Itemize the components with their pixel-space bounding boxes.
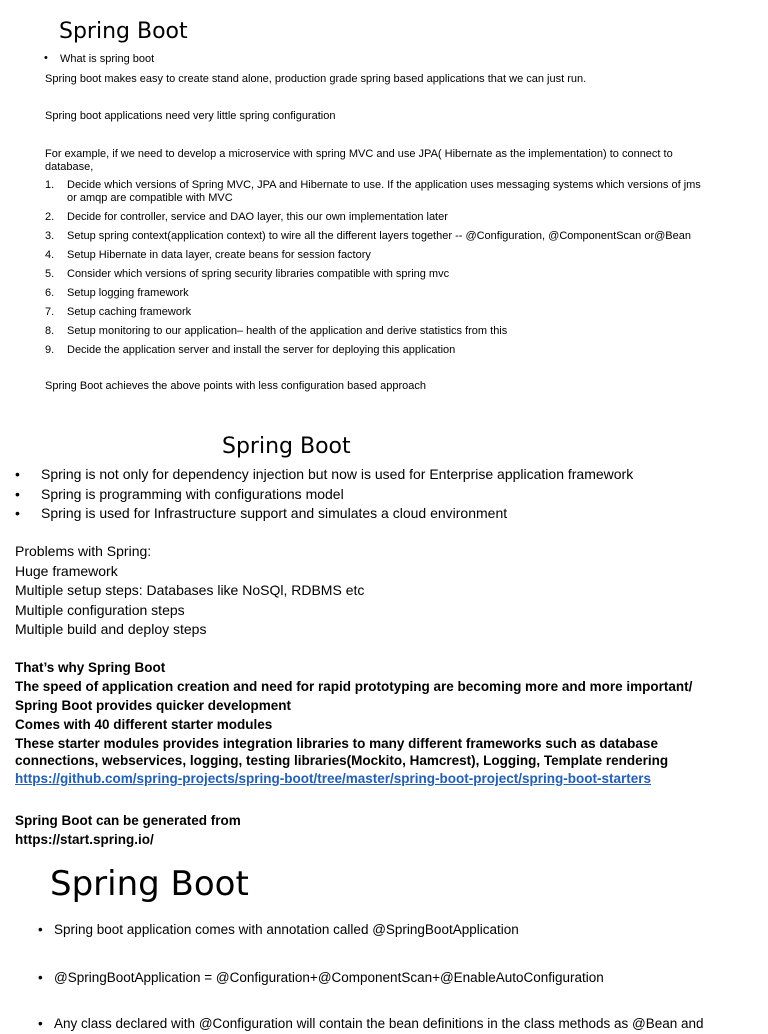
- bullet-dot: •: [15, 485, 20, 502]
- list-item: 6. Setup logging framework: [45, 287, 189, 299]
- list-item: 5. Consider which versions of spring security libraries compatible with spring mvc: [45, 268, 450, 280]
- generated-label: Spring Boot can be generated from: [15, 813, 241, 828]
- starters-link[interactable]: https://github.com/spring-projects/spring-boot/tree/master/spring-boot-project/spring-boot-starters: [15, 771, 652, 786]
- problem-item: Multiple build and deploy steps: [15, 621, 207, 637]
- list-item: 2. Decide for controller, service and DAO layer, this our own implementation later: [45, 211, 448, 223]
- slide-3-bullet: • Any class declared with @Configuration will contain the bean definitions in the class methods as @Bean and: [54, 1014, 754, 1034]
- why-heading: That’s why Spring Boot: [15, 660, 166, 675]
- slide-2-bullets: [15, 465, 761, 524]
- bullet-dot: •: [15, 466, 20, 482]
- why-item: Comes with 40 different starter modules: [15, 717, 273, 732]
- problems-heading: Problems with Spring:: [15, 543, 152, 559]
- conclusion-text: Spring Boot achieves the above points with less configuration based approach: [45, 380, 426, 392]
- list-item: 9. Decide the application server and install the server for deploying this application: [45, 344, 456, 356]
- list-item: 8. Setup monitoring to our application– health of the application and derive statistics from this: [45, 325, 508, 337]
- problems-block: [15, 542, 755, 640]
- bullet-dot: •: [38, 970, 43, 985]
- bullet-text: What is spring boot: [60, 53, 155, 65]
- why-item: The speed of application creation and need for rapid prototyping are becoming more and more important/: [15, 679, 693, 694]
- bullet-dot: •: [38, 1016, 43, 1031]
- list-item: 3. Setup spring context(application context) to wire all the different layers together -- @Configuration, @ComponentScan or@Bean: [45, 230, 691, 242]
- steps-list: [45, 179, 707, 363]
- slide-1-title: Spring Boot: [59, 19, 188, 44]
- generated-block: [15, 811, 745, 849]
- bullet-dot: •: [44, 52, 48, 64]
- problem-item: Multiple setup steps: Databases like NoSQl, RDBMS etc: [15, 582, 365, 598]
- problem-item: Multiple configuration steps: [15, 601, 185, 618]
- list-item: • Spring is used for Infrastructure support and simulates a cloud environment: [41, 504, 761, 524]
- slide-1-bullet: [44, 52, 155, 66]
- problem-item: Huge framework: [15, 562, 118, 579]
- slide-3-bullet: • Spring boot application comes with annotation called @SpringBootApplication: [54, 920, 754, 940]
- list-item: 7. Setup caching framework: [45, 306, 192, 318]
- slide-3-bullet: • @SpringBootApplication = @Configuration+@ComponentScan+@EnableAutoConfiguration: [54, 968, 754, 988]
- why-item: Spring Boot provides quicker development: [15, 698, 292, 713]
- generated-url: https://start.spring.io/: [15, 832, 154, 847]
- why-block: [15, 658, 745, 788]
- list-item: 4. Setup Hibernate in data layer, create beans for session factory: [45, 249, 371, 261]
- list-item: 1. Decide which versions of Spring MVC, JPA and Hibernate to use. If the application uses messaging systems which versions of jms or amqp are compatible with MVC: [45, 179, 701, 204]
- slide-3-title: Spring Boot: [50, 864, 249, 904]
- list-item: • Spring is not only for dependency injection but now is used for Enterprise application framework: [41, 465, 761, 485]
- intro-paragraph: Spring boot makes easy to create stand alone, production grade spring based applications that we can just run.: [45, 73, 587, 85]
- why-item: These starter modules provides integration libraries to many different frameworks such as database connections, webservices, logging, testing libraries(Mockito, Hamcrest), Logging, Template rendering: [15, 736, 669, 768]
- bullet-dot: •: [38, 922, 43, 937]
- example-paragraph: For example, if we need to develop a microservice with spring MVC and use JPA( Hibernate as the implementation) to connect to database,: [45, 148, 673, 173]
- slide-2-title: Spring Boot: [222, 434, 351, 459]
- bullet-dot: •: [15, 505, 20, 521]
- config-paragraph: Spring boot applications need very little spring configuration: [45, 110, 336, 122]
- list-item: • Spring is programming with configurations model: [41, 485, 761, 505]
